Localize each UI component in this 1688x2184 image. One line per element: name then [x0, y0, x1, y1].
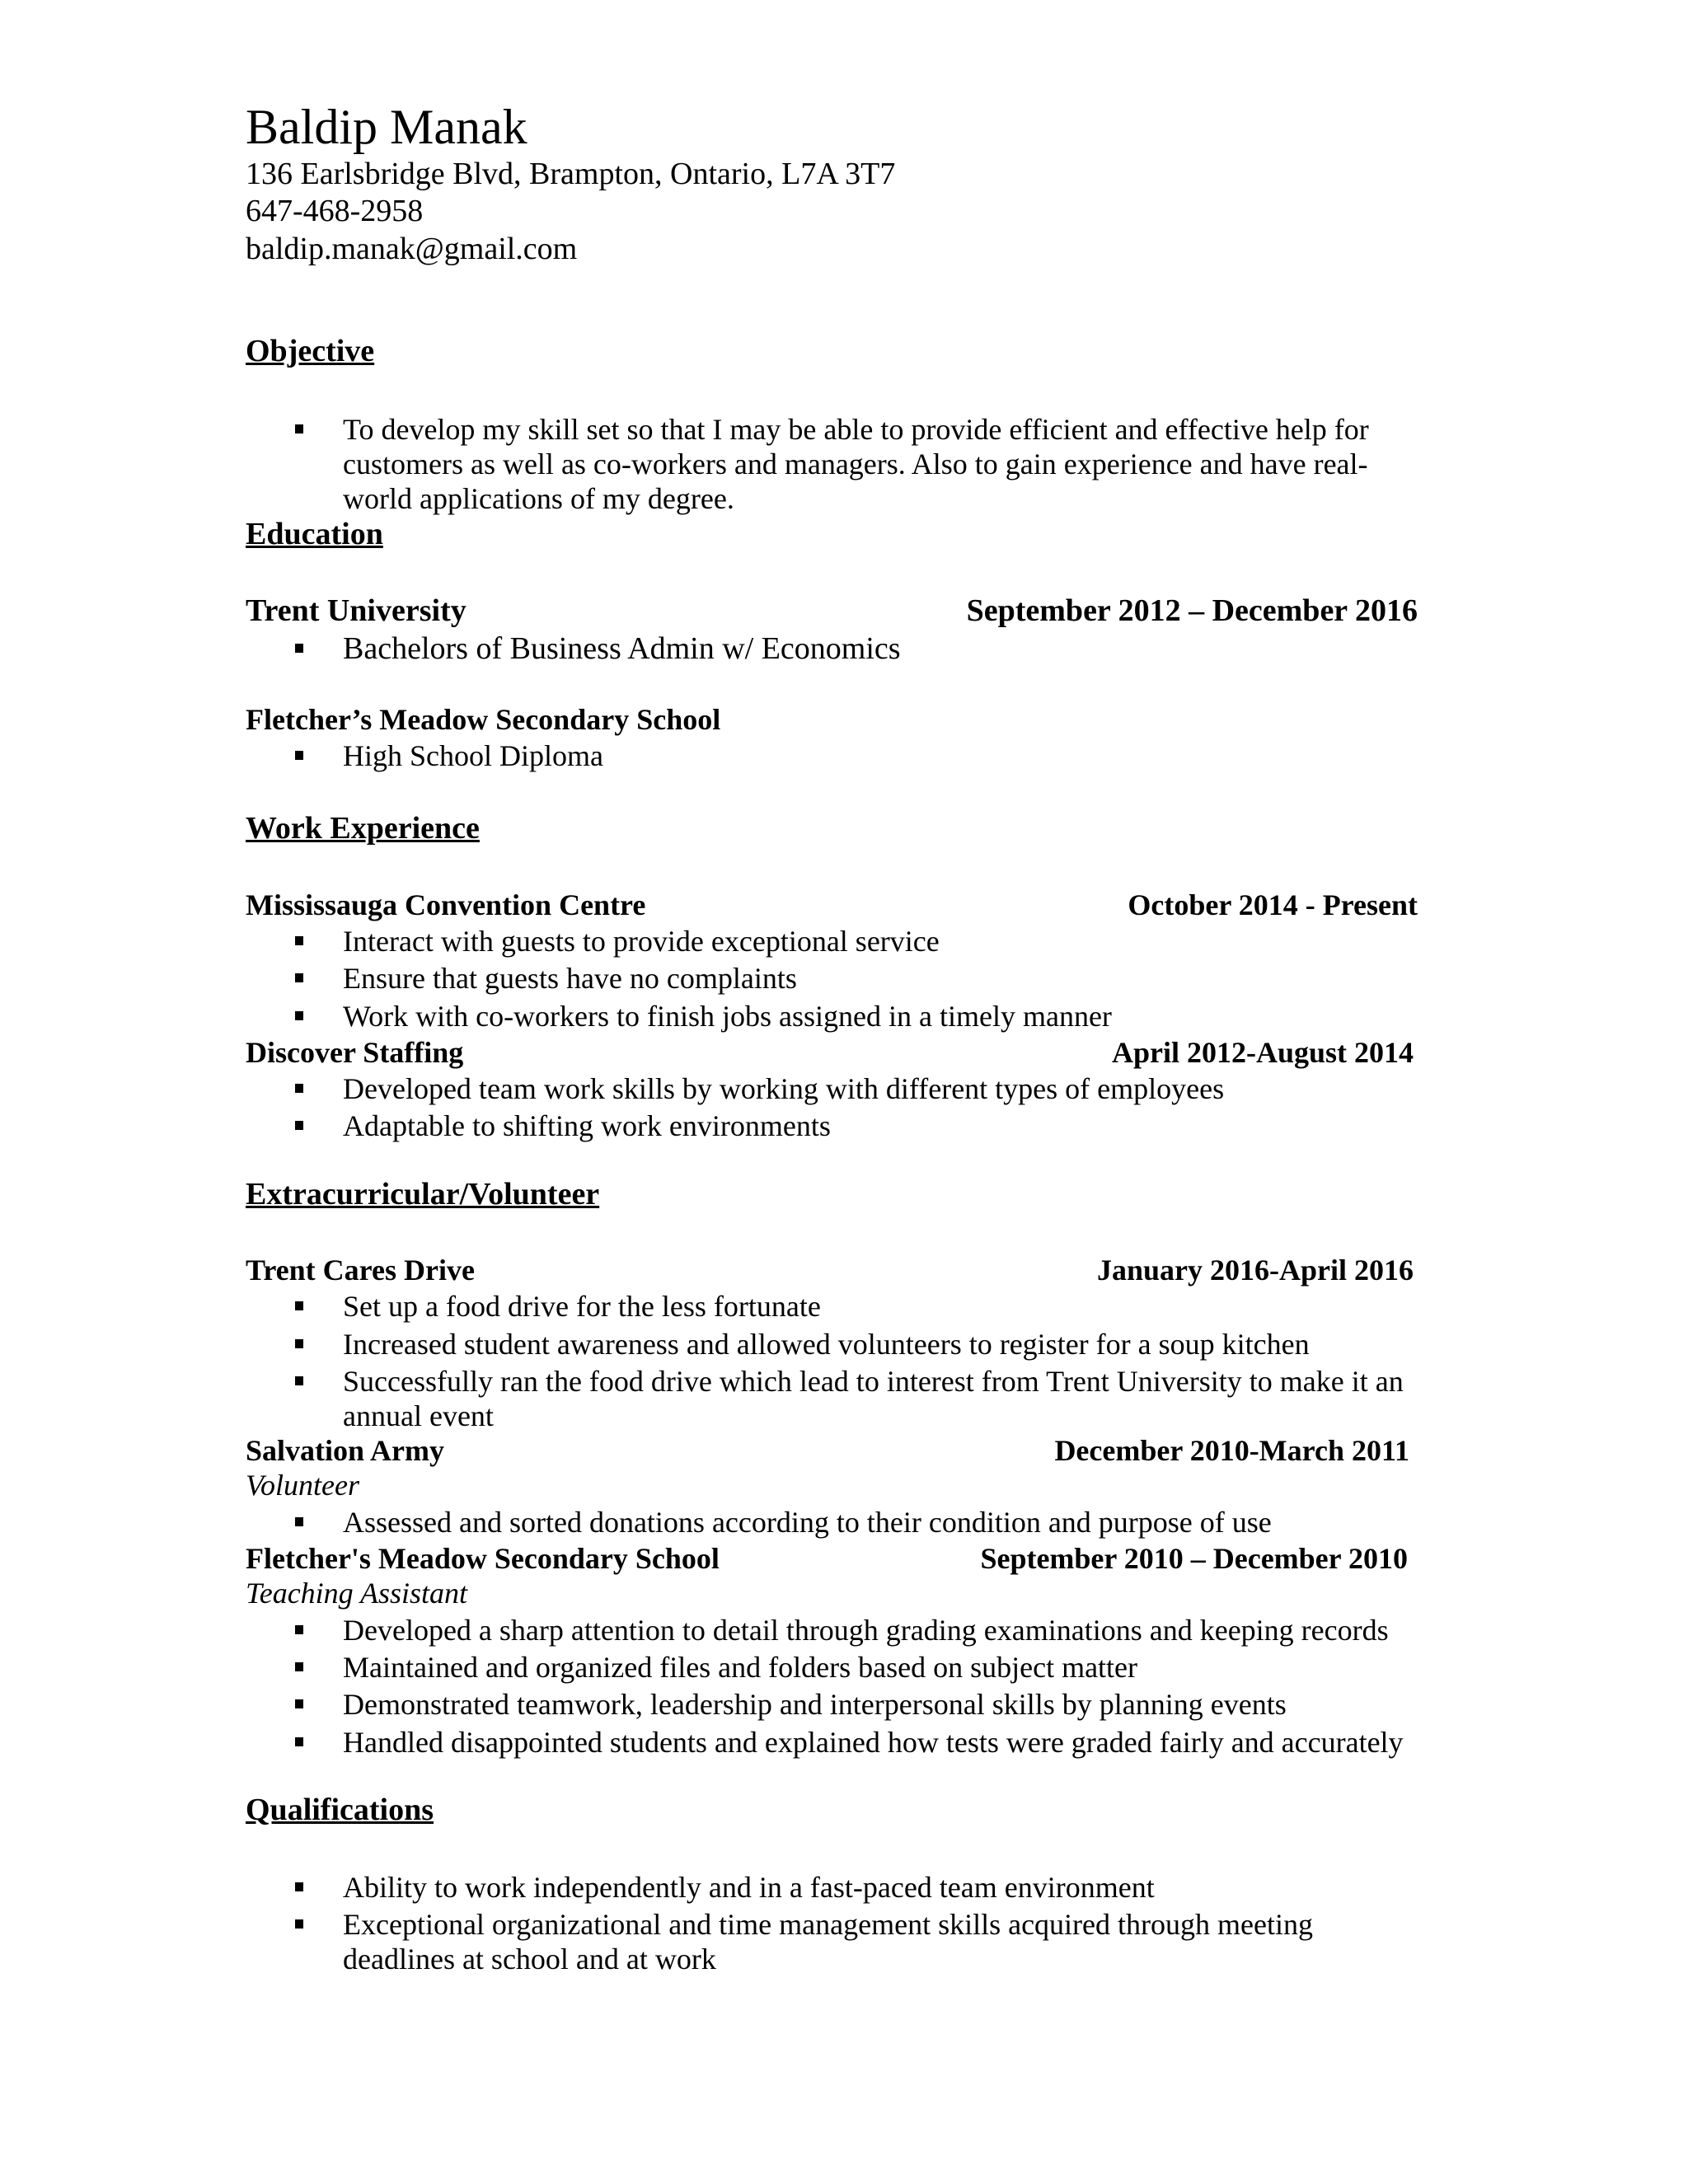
section-heading-objective: Objective — [246, 334, 375, 368]
employer-name: Mississauga Convention Centre — [246, 888, 646, 921]
volunteer-item: Set up a food drive for the less fortunate — [295, 1289, 1432, 1324]
volunteer-item: Handled disappointed students and explained how tests were graded fairly and accurately — [295, 1725, 1432, 1760]
section-heading-education: Education — [246, 517, 383, 551]
date-range: October 2014 - Present — [1128, 888, 1418, 921]
date-range: September 2010 – December 2010 — [980, 1542, 1408, 1575]
section-heading-work-experience: Work Experience — [246, 811, 480, 846]
bullet-icon — [295, 1662, 303, 1671]
bullet-icon — [295, 1737, 303, 1746]
work-item: Adaptable to shifting work environments — [295, 1108, 1432, 1143]
section-heading-volunteer: Extracurricular/Volunteer — [246, 1177, 600, 1212]
bullet-icon — [295, 936, 303, 945]
institution-name: Fletcher’s Meadow Secondary School — [246, 703, 721, 736]
applicant-name: Baldip Manak — [246, 100, 528, 154]
volunteer-entry-header — [246, 1540, 1408, 1577]
bullet-icon — [295, 1882, 303, 1891]
work-entry-header — [246, 1033, 1414, 1071]
bullet-icon — [295, 1517, 303, 1526]
volunteer-entry-header — [246, 1251, 1414, 1289]
bullet-icon — [295, 1919, 303, 1929]
organization-name: Trent Cares Drive — [246, 1254, 475, 1286]
phone-number: 647-468-2958 — [246, 194, 424, 228]
volunteer-item: Increased student awareness and allowed volunteers to register for a soup kitchen — [295, 1327, 1432, 1361]
qualification-item: Exceptional organizational and time management skills acquired through meeting deadlines at school and at work — [295, 1907, 1367, 1976]
education-item: High School Diploma — [295, 738, 1432, 773]
bullet-icon — [295, 644, 303, 653]
bullet-icon — [295, 1301, 303, 1310]
bullet-icon — [295, 1376, 303, 1385]
volunteer-item: Demonstrated teamwork, leadership and interpersonal skills by planning events — [295, 1687, 1432, 1722]
institution-name: Trent University — [246, 593, 467, 628]
section-heading-qualifications: Qualifications — [246, 1793, 434, 1827]
work-item: Ensure that guests have no complaints — [295, 961, 1432, 996]
address: 136 Earlsbridge Blvd, Brampton, Ontario, L7A 3T7 — [246, 157, 896, 191]
email-address: baldip.manak@gmail.com — [246, 232, 578, 266]
organization-name: Salvation Army — [246, 1434, 445, 1467]
bullet-icon — [295, 1699, 303, 1708]
date-range: September 2012 – December 2016 — [966, 593, 1418, 628]
date-range: April 2012-August 2014 — [1111, 1036, 1414, 1069]
work-item: Developed team work skills by working with different types of employees — [295, 1071, 1432, 1106]
bullet-icon — [295, 973, 303, 982]
work-item: Work with co-workers to finish jobs assigned in a timely manner — [295, 999, 1432, 1033]
role-title: Volunteer — [246, 1469, 359, 1502]
qualification-item: Ability to work independently and in a fast-paced team environment — [295, 1870, 1432, 1905]
bullet-icon — [295, 1625, 303, 1634]
bullet-icon — [295, 1121, 303, 1130]
education-entry-header — [246, 701, 1418, 738]
education-item: Bachelors of Business Admin w/ Economics — [295, 631, 1432, 666]
date-range: January 2016-April 2016 — [1096, 1254, 1414, 1286]
work-entry-header — [246, 886, 1418, 924]
role-title: Teaching Assistant — [246, 1577, 468, 1610]
volunteer-item: Assessed and sorted donations according to their condition and purpose of use — [295, 1505, 1432, 1540]
work-item: Interact with guests to provide exceptional service — [295, 924, 1432, 958]
objective-item: To develop my skill set so that I may be able to provide efficient and effective help for customers as well as co-workers and managers. Also to gain experience and have real-world applications of my degree. — [295, 412, 1432, 516]
volunteer-item: Developed a sharp attention to detail through grading examinations and keeping records — [295, 1613, 1432, 1647]
bullet-icon — [295, 751, 303, 760]
volunteer-entry-header — [246, 1432, 1409, 1469]
bullet-icon — [295, 1339, 303, 1348]
education-entry-header — [246, 592, 1418, 630]
bullet-icon — [295, 1011, 303, 1020]
organization-name: Fletcher's Meadow Secondary School — [246, 1542, 720, 1575]
bullet-icon — [295, 1084, 303, 1093]
employer-name: Discover Staffing — [246, 1036, 464, 1069]
bullet-icon — [295, 424, 303, 434]
volunteer-item: Successfully ran the food drive which lead to interest from Trent University to make it an annual event — [295, 1364, 1432, 1433]
date-range: December 2010-March 2011 — [1054, 1434, 1409, 1467]
volunteer-item: Maintained and organized files and folders based on subject matter — [295, 1650, 1432, 1685]
